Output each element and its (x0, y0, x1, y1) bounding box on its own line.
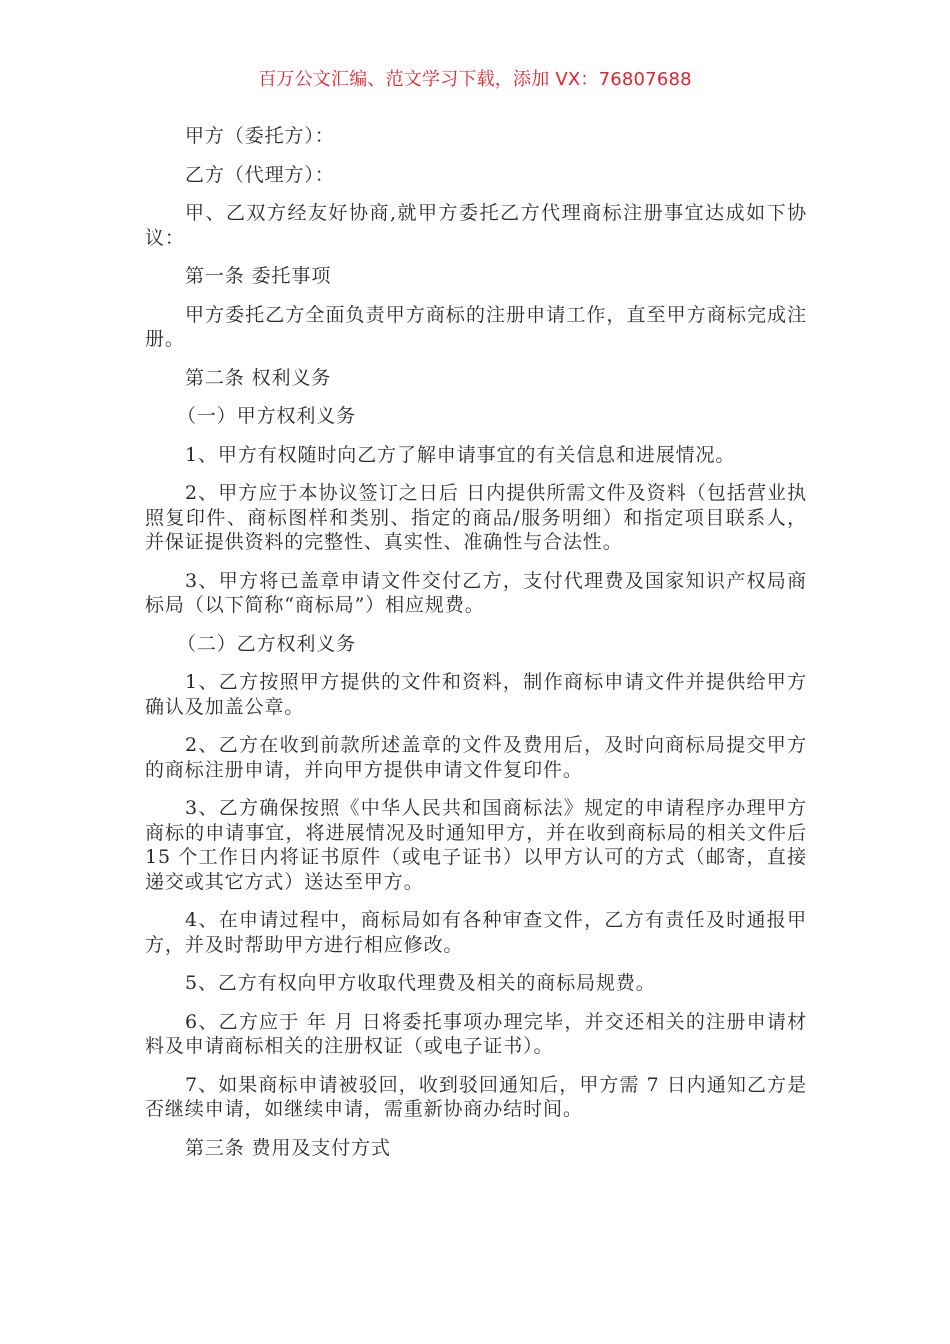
preamble: 甲、乙双方经友好协商,就甲方委托乙方代理商标注册事宜达成如下协议： (145, 202, 807, 249)
article-2-heading: 第二条 权利义务 (185, 366, 332, 389)
party-a-item-1: 1、甲方有权随时向乙方了解申请事宜的有关信息和进展情况。 (185, 443, 736, 466)
article-1-body: 甲方委托乙方全面负责甲方商标的注册申请工作，直至甲方商标完成注册。 (145, 303, 807, 350)
party-a-field: 甲方（委托方）： (185, 125, 335, 147)
party-b-item-4: 4、在申请过程中，商标局如有各种审查文件，乙方有责任及时通报甲方，并及时帮助甲方进行相应修改。 (145, 909, 807, 956)
party-b-rights-heading: （二）乙方权利义务 (177, 632, 357, 655)
party-a-item-2: 2、甲方应于本协议签订之日后 日内提供所需文件及资料（包括营业执照复印件、商标图样和类别、指定的商品/服务明细）和指定项目联系人，并保证提供资料的完整性、真实性、准确性与合法性。 (145, 482, 807, 553)
party-b-item-7: 7、如果商标申请被驳回，收到驳回通知后，甲方需 7 日内通知乙方是否继续申请，如继续申请，需重新协商办结时间。 (145, 1073, 807, 1120)
party-b-field: 乙方（代理方）： (185, 163, 335, 186)
party-b-item-1: 1、乙方按照甲方提供的文件和资料，制作商标申请文件并提供给甲方确认及加盖公章。 (145, 671, 807, 718)
document-body (145, 124, 807, 1174)
article-1-heading: 第一条 委托事项 (185, 265, 332, 287)
party-a-rights-heading: （一）甲方权利义务 (177, 405, 357, 427)
watermark-banner: 百万公文汇编、范文学习下载，添加 VX：76807688 (258, 69, 692, 90)
party-b-item-3: 3、乙方确保按照《中华人民共和国商标法》规定的申请程序办理甲方商标的申请事宜，将进展情况及时通知甲方，并在收到商标局的相关文件后 15 个工作日内将证书原件（或电子证书）以甲方认可的方式（邮寄，直接递交或其它方式）送达至甲方。 (145, 797, 807, 893)
article-3-heading: 第三条 费用及支付方式 (185, 1136, 391, 1159)
party-b-item-5: 5、乙方有权向甲方收取代理费及相关的商标局规费。 (185, 972, 656, 994)
party-a-item-3: 3、甲方将已盖章申请文件交付乙方，支付代理费及国家知识产权局商标局（以下简称“商标局”）相应规费。 (145, 569, 807, 616)
party-b-item-2: 2、乙方在收到前款所述盖章的文件及费用后，及时向商标局提交甲方的商标注册申请，并向甲方提供申请文件复印件。 (145, 734, 807, 781)
party-b-item-6: 6、乙方应于 年 月 日将委托事项办理完毕，并交还相关的注册申请材料及申请商标相关的注册权证（或电子证书）。 (145, 1010, 807, 1057)
